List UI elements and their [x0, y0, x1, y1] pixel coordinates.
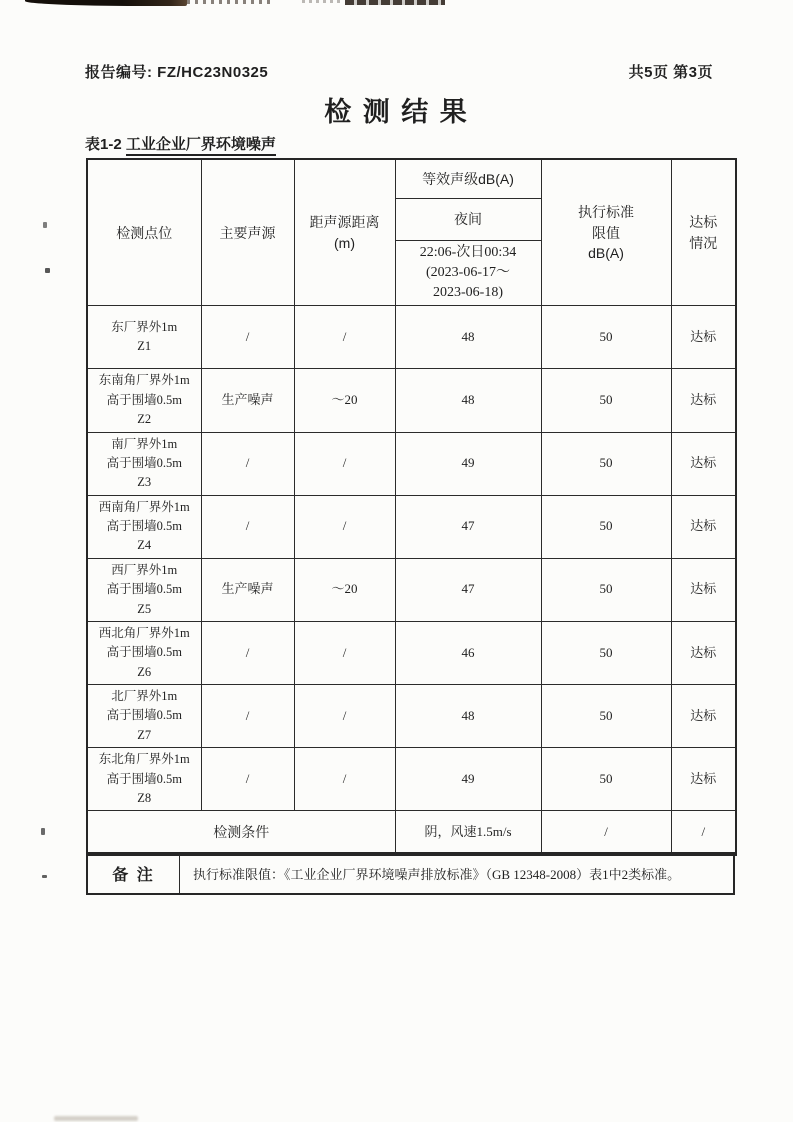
point-line: Z8: [137, 790, 152, 805]
table-row: [87, 495, 736, 558]
table-row: [87, 685, 736, 748]
report-number-label: 报告编号:: [85, 64, 153, 81]
table-caption-prefix: 表1-2: [85, 136, 122, 153]
header-date-line: 2023-06-18): [433, 285, 503, 301]
header-distance-line: 距声源距离: [309, 214, 380, 231]
scan-artifact-strip: [187, 0, 275, 4]
header-period: 夜间: [395, 198, 541, 240]
point-line: Z5: [137, 601, 152, 616]
limit-cell: 50: [541, 748, 671, 811]
point-line: Z4: [137, 538, 152, 553]
scan-speck: [42, 875, 47, 878]
source-cell: /: [201, 748, 294, 811]
night-leq-cell: 49: [395, 432, 541, 495]
status-cell: 达标: [671, 495, 736, 558]
scan-speck: [45, 268, 50, 273]
header-standard-line: 限值: [592, 224, 620, 241]
noise-results-table: [86, 158, 737, 856]
table-row: [87, 558, 736, 621]
header-point: 检测点位: [87, 159, 201, 306]
header-status: [671, 159, 736, 306]
distance-cell: /: [294, 432, 395, 495]
header-leq-group: 等效声级dB(A): [395, 159, 541, 198]
remark-box: [86, 852, 735, 895]
table-caption: [85, 133, 276, 154]
status-cell: 达标: [671, 748, 736, 811]
point-line: 东南角厂界外1m: [98, 373, 190, 388]
status-cell: 达标: [671, 369, 736, 432]
source-cell: /: [201, 685, 294, 748]
remark-text: 执行标准限值：《工业企业厂界环境噪声排放标准》（GB 12348-2008）表1中2类标准。: [193, 867, 681, 882]
pagination: 共5页 第3页: [628, 64, 713, 81]
point-line: 西南角厂界外1m: [98, 499, 190, 514]
point-line: 西北角厂界外1m: [98, 625, 190, 640]
report-number: [85, 61, 268, 82]
limit-cell: 50: [541, 685, 671, 748]
limit-cell: 50: [541, 369, 671, 432]
distance-cell: ～20: [294, 369, 395, 432]
scan-speck: [41, 828, 45, 835]
point-line: Z2: [137, 412, 152, 427]
table-row: [87, 432, 736, 495]
header-distance-line: (m): [334, 234, 355, 251]
status-cell: 达标: [671, 621, 736, 684]
status-cell: 达标: [671, 306, 736, 369]
table-row: [87, 369, 736, 432]
header-date-line: (2023-06-17～: [426, 264, 510, 280]
point-line: 高于围墙0.5m: [106, 582, 182, 597]
point-cell: [87, 495, 201, 558]
point-cell: [87, 685, 201, 748]
night-leq-cell: 48: [395, 685, 541, 748]
point-line: 高于围墙0.5m: [106, 771, 182, 786]
night-leq-cell: 47: [395, 558, 541, 621]
source-cell: /: [201, 621, 294, 684]
header-source: 主要声源: [201, 159, 294, 306]
distance-cell: /: [294, 748, 395, 811]
distance-cell: /: [294, 306, 395, 369]
limit-cell: 50: [541, 306, 671, 369]
source-cell: /: [201, 432, 294, 495]
point-cell: [87, 748, 201, 811]
night-leq-cell: 48: [395, 369, 541, 432]
table-caption-text: 工业企业厂界环境噪声: [126, 136, 276, 156]
header-status-line: 达标: [689, 214, 718, 231]
point-line: 北厂界外1m: [111, 689, 178, 704]
point-cell: [87, 306, 201, 369]
table-row: [87, 306, 736, 369]
conditions-status: /: [671, 811, 736, 855]
status-cell: 达标: [671, 685, 736, 748]
source-cell: 生产噪声: [201, 369, 294, 432]
distance-cell: /: [294, 621, 395, 684]
point-line: 高于围墙0.5m: [106, 708, 182, 723]
conditions-row: [87, 811, 736, 855]
point-cell: [87, 432, 201, 495]
point-line: 南厂界外1m: [111, 436, 178, 451]
point-line: Z7: [137, 727, 152, 742]
source-cell: /: [201, 306, 294, 369]
point-line: 东厂界外1m: [111, 320, 178, 335]
table-body: [87, 306, 736, 811]
point-line: 高于围墙0.5m: [106, 645, 182, 660]
limit-cell: 50: [541, 621, 671, 684]
limit-cell: 50: [541, 558, 671, 621]
limit-cell: 50: [541, 432, 671, 495]
header-row-1: [87, 159, 736, 198]
scan-speck: [43, 222, 47, 228]
header-standard-line: 执行标准: [578, 204, 634, 221]
header-time-range: 22:06-次日00:34: [419, 244, 517, 260]
status-cell: 达标: [671, 558, 736, 621]
distance-cell: /: [294, 685, 395, 748]
point-line: 东北角厂界外1m: [98, 752, 190, 767]
distance-cell: /: [294, 495, 395, 558]
scan-artifact-strip: [345, 0, 445, 5]
remark-label: 备 注: [88, 854, 180, 893]
table-row: [87, 621, 736, 684]
report-number-value: FZ/HC23N0325: [157, 64, 269, 81]
conditions-weather: 阴，风速1.5m/s: [395, 811, 541, 855]
night-leq-cell: 48: [395, 306, 541, 369]
scan-artifact-strip: [302, 0, 344, 3]
limit-cell: 50: [541, 495, 671, 558]
scan-smudge: [54, 1116, 138, 1121]
source-cell: 生产噪声: [201, 558, 294, 621]
conditions-limit: /: [541, 811, 671, 855]
status-cell: 达标: [671, 432, 736, 495]
header-status-line: 情况: [689, 234, 718, 251]
night-leq-cell: 49: [395, 748, 541, 811]
table-header: [87, 159, 736, 306]
night-leq-cell: 46: [395, 621, 541, 684]
point-cell: [87, 369, 201, 432]
table-row: [87, 748, 736, 811]
night-leq-cell: 47: [395, 495, 541, 558]
distance-cell: ～20: [294, 558, 395, 621]
point-line: 西厂界外1m: [111, 562, 178, 577]
point-line: 高于围墙0.5m: [106, 455, 182, 470]
page-title: 检 测 结 果: [324, 97, 469, 127]
table-footer: [87, 811, 736, 855]
point-line: Z1: [137, 339, 152, 354]
header-datetime: [395, 240, 541, 306]
scan-artifact-strip: [25, 0, 187, 6]
source-cell: /: [201, 495, 294, 558]
point-cell: [87, 621, 201, 684]
header-standard: [541, 159, 671, 306]
conditions-label: 检测条件: [87, 811, 395, 855]
header-standard-line: dB(A): [588, 244, 624, 261]
point-line: 高于围墙0.5m: [106, 392, 182, 407]
point-line: 高于围墙0.5m: [106, 519, 182, 534]
point-line: Z3: [137, 475, 152, 490]
header-distance: [294, 159, 395, 306]
page-meta-row: [85, 61, 713, 82]
point-cell: [87, 558, 201, 621]
point-line: Z6: [137, 664, 152, 679]
